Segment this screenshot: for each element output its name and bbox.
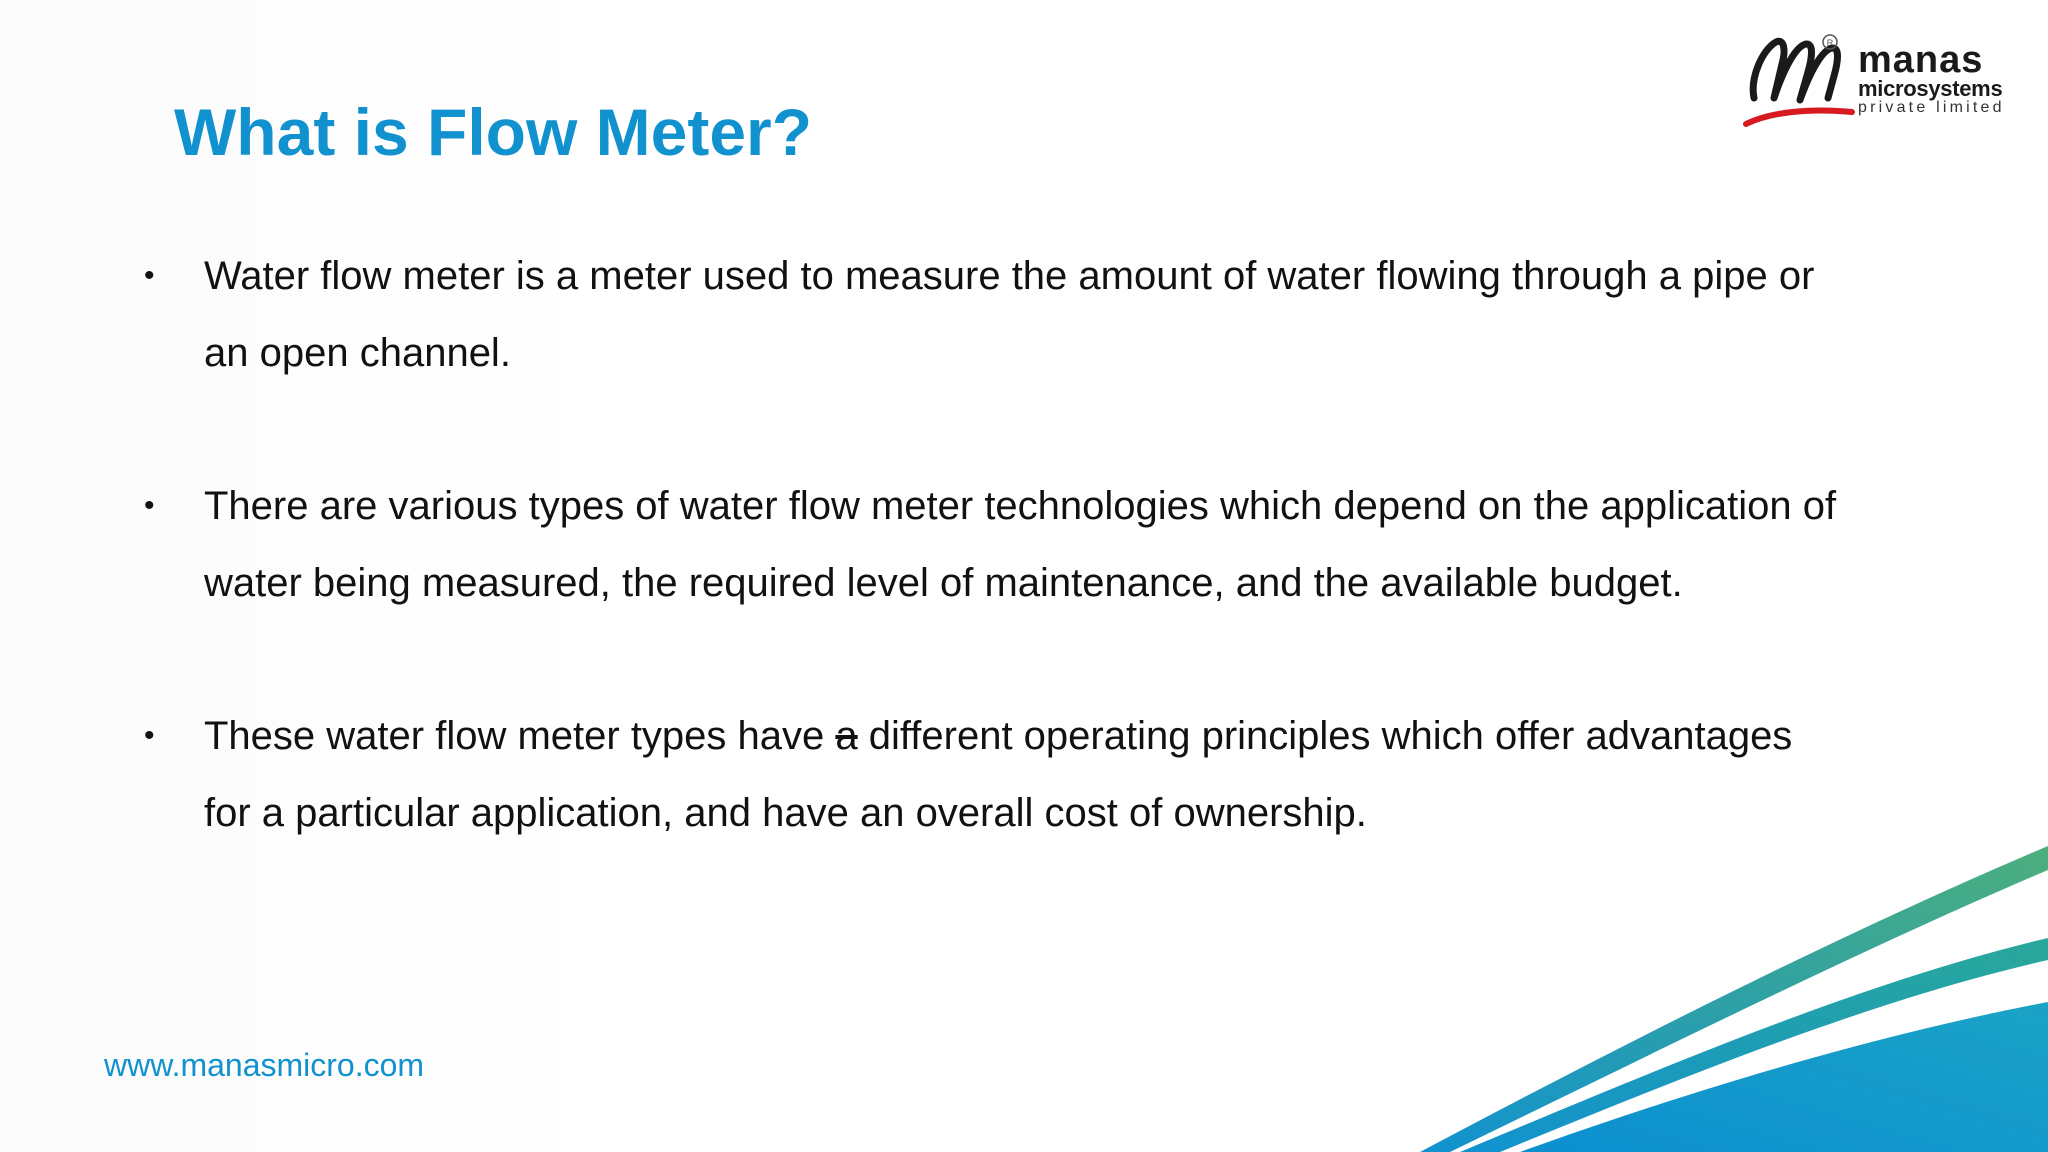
decorative-swoosh	[1400, 830, 2048, 1152]
bullet-text: Water flow meter is a meter used to measure the amount of water flowing through a pipe or an open channel.	[204, 254, 1815, 375]
bullet-item-2	[140, 468, 1840, 621]
logo-tagline: private limited	[1858, 99, 2005, 116]
bullet-text-struck: a	[835, 714, 858, 758]
registered-mark: R	[1826, 38, 1834, 48]
bullet-list	[140, 238, 1840, 928]
bullet-text-after: different operating principles which offer advantages for a particular application, and have an overall cost of ownership.	[204, 714, 1793, 835]
logo-name: manas	[1858, 39, 1984, 81]
slide-title: What is Flow Meter?	[174, 95, 813, 169]
bullet-marker: •	[144, 489, 155, 522]
manas-m-logo-icon	[1740, 28, 1860, 138]
bullet-item-1	[140, 238, 1840, 391]
website-url[interactable]: www.manasmicro.com	[104, 1047, 425, 1083]
bullet-text: There are various types of water flow meter technologies which depend on the application of water being measured, the required level of maintenance, and the available budget.	[204, 484, 1837, 605]
bullet-item-3	[140, 698, 1840, 851]
bullet-marker: •	[144, 719, 155, 752]
bullet-marker: •	[144, 259, 155, 292]
company-logo	[1740, 28, 2020, 138]
logo-subtitle: microsystems	[1858, 76, 2003, 101]
bullet-text-before: These water flow meter types have	[204, 714, 836, 758]
logo-text	[1858, 39, 2022, 116]
